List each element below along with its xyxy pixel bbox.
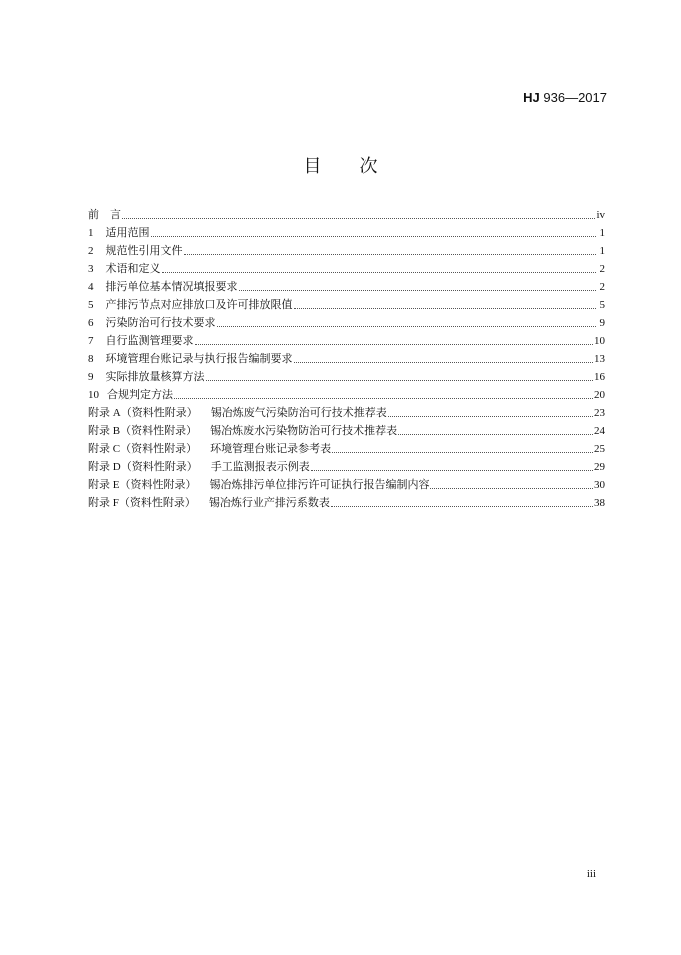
toc-entry-title: 锡冶炼排污单位排污许可证执行报告编制内容	[209, 479, 430, 491]
page-number: iii	[586, 868, 596, 880]
toc-entry-page: 30	[594, 479, 605, 491]
toc-entry[interactable]	[88, 296, 605, 314]
toc-entry-title: 污染防治可行技术要求	[105, 317, 216, 329]
toc-entry-page: 9	[599, 317, 605, 329]
toc-entry-number: 附录 C	[88, 443, 121, 455]
toc-entry-appendix-type: （资料性附录）	[120, 425, 198, 437]
toc-entry-number: 1	[88, 227, 94, 239]
dot-leader	[122, 217, 595, 219]
toc-entry-page: 10	[594, 335, 605, 347]
toc-entry-page: 1	[599, 245, 605, 257]
toc-entry[interactable]	[88, 458, 605, 476]
toc-entry-appendix-type: （资料性附录）	[120, 407, 198, 419]
toc-entry[interactable]	[88, 422, 605, 440]
toc-entry[interactable]	[88, 476, 605, 494]
table-of-contents	[88, 206, 605, 512]
toc-entry-page: 23	[594, 407, 605, 419]
toc-entry-title: 产排污节点对应排放口及许可排放限值	[105, 299, 293, 311]
dot-leader	[217, 325, 597, 327]
toc-entry-title: 锡冶炼废气污染防治可行技术推荐表	[210, 407, 387, 419]
toc-entry-title: 环境管理台账记录参考表	[210, 443, 332, 455]
toc-entry-page: 25	[594, 443, 605, 455]
toc-entry-number: 附录 F	[88, 497, 119, 509]
toc-entry-number: 4	[88, 281, 94, 293]
toc-entry-appendix-type: （资料性附录）	[120, 443, 198, 455]
dot-leader	[388, 415, 593, 417]
toc-entry[interactable]	[88, 440, 605, 458]
toc-entry-page: iv	[596, 209, 605, 221]
toc-entry-page: 16	[594, 371, 605, 383]
toc-entry-title: 规范性引用文件	[105, 245, 183, 257]
dot-leader	[162, 271, 597, 273]
toc-entry-number: 6	[88, 317, 94, 329]
title-char-1: 目	[303, 156, 322, 177]
toc-entry-page: 2	[599, 281, 605, 293]
dot-leader	[398, 433, 593, 435]
toc-entry[interactable]	[88, 350, 605, 368]
dot-leader	[332, 451, 593, 453]
toc-entry[interactable]	[88, 494, 605, 512]
page-title	[0, 152, 681, 178]
document-code	[523, 90, 607, 105]
toc-entry-title: 实际排放量核算方法	[105, 371, 205, 383]
toc-entry-number: 附录 B	[88, 425, 121, 437]
toc-entry-number: 附录 E	[88, 479, 120, 491]
toc-entry[interactable]	[88, 206, 605, 224]
toc-entry-number: 9	[88, 371, 94, 383]
document-code-number: 936—2017	[539, 90, 607, 105]
toc-entry-number: 10	[88, 389, 99, 401]
toc-entry-title: 排污单位基本情况填报要求	[105, 281, 238, 293]
dot-leader	[184, 253, 597, 255]
dot-leader	[151, 235, 597, 237]
toc-entry[interactable]	[88, 314, 605, 332]
toc-entry[interactable]	[88, 242, 605, 260]
dot-leader	[294, 361, 594, 363]
toc-entry[interactable]	[88, 386, 605, 404]
toc-entry-number: 3	[88, 263, 94, 275]
toc-entry-appendix-type: （资料性附录）	[120, 461, 198, 473]
toc-entry[interactable]	[88, 260, 605, 278]
dot-leader	[206, 379, 594, 381]
dot-leader	[195, 343, 594, 345]
toc-entry-number: 2	[88, 245, 94, 257]
toc-entry-number: 前 言	[88, 209, 121, 221]
toc-entry-title: 适用范围	[105, 227, 150, 239]
toc-entry-title: 锡冶炼行业产排污系数表	[208, 497, 330, 509]
toc-entry-title: 手工监测报表示例表	[210, 461, 310, 473]
toc-entry-number: 5	[88, 299, 94, 311]
toc-entry-title: 锡冶炼废水污染物防治可行技术推荐表	[210, 425, 398, 437]
toc-entry-title: 合规判定方法	[107, 389, 173, 401]
title-char-2: 次	[359, 156, 378, 177]
toc-entry-page: 1	[599, 227, 605, 239]
toc-entry-page: 24	[594, 425, 605, 437]
toc-entry-title: 自行监测管理要求	[105, 335, 194, 347]
toc-entry-appendix-type: （资料性附录）	[119, 479, 197, 491]
document-code-prefix: HJ	[523, 90, 540, 105]
dot-leader	[239, 289, 597, 291]
toc-entry-number: 附录 D	[88, 461, 121, 473]
toc-entry-appendix-type: （资料性附录）	[118, 497, 196, 509]
dot-leader	[174, 397, 593, 399]
toc-entry-page: 20	[594, 389, 605, 401]
toc-entry-number: 8	[88, 353, 94, 365]
toc-entry-number: 附录 A	[88, 407, 121, 419]
toc-entry[interactable]	[88, 224, 605, 242]
dot-leader	[331, 505, 593, 507]
toc-entry[interactable]	[88, 278, 605, 296]
dot-leader	[294, 307, 597, 309]
toc-entry-title: 环境管理台账记录与执行报告编制要求	[105, 353, 293, 365]
toc-entry[interactable]	[88, 404, 605, 422]
toc-entry-page: 5	[599, 299, 605, 311]
toc-entry-page: 38	[594, 497, 605, 509]
toc-entry-page: 13	[594, 353, 605, 365]
dot-leader	[311, 469, 593, 471]
toc-entry-title: 术语和定义	[105, 263, 161, 275]
dot-leader	[430, 487, 593, 489]
toc-entry-page: 2	[599, 263, 605, 275]
toc-entry[interactable]	[88, 332, 605, 350]
toc-entry[interactable]	[88, 368, 605, 386]
toc-entry-page: 29	[594, 461, 605, 473]
toc-entry-number: 7	[88, 335, 94, 347]
